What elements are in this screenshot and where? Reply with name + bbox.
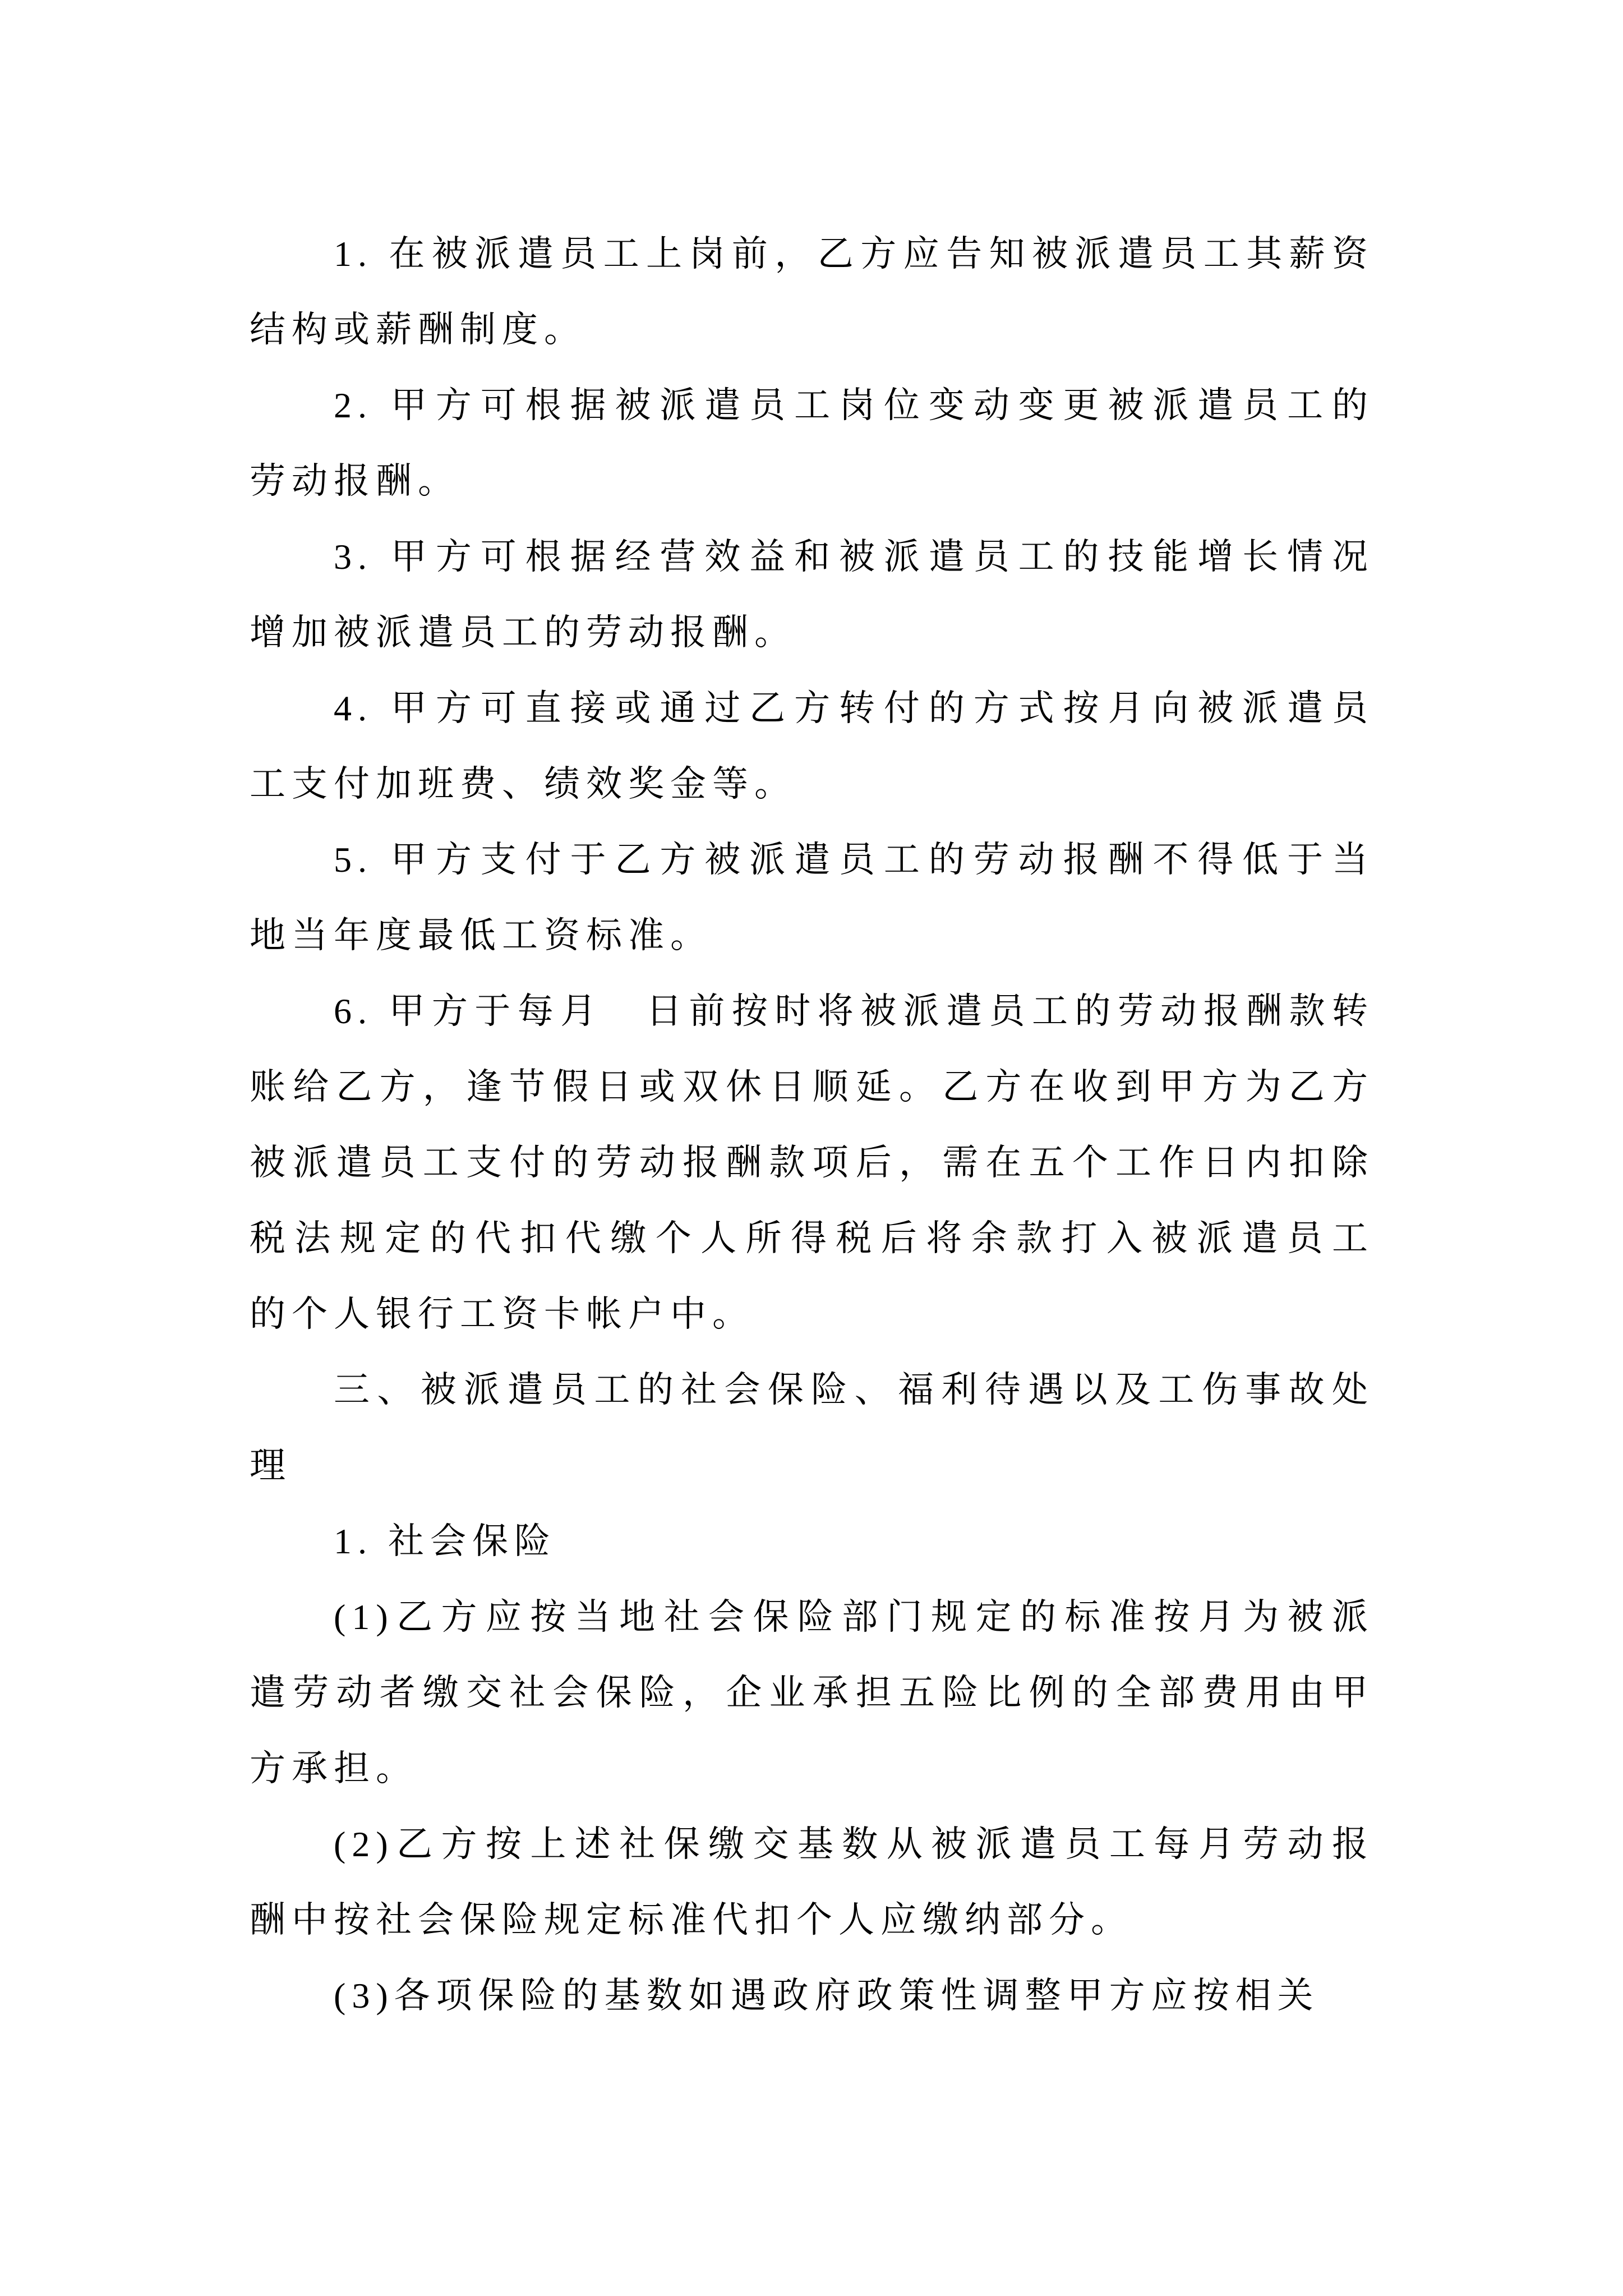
paragraph xyxy=(250,1503,1374,1579)
text-line: 方承担。 xyxy=(250,1749,418,1788)
paragraph xyxy=(250,1352,1374,1503)
contract-text-body xyxy=(250,216,1374,2033)
text-line: (1)乙方应按当地社会保险部门规定的标准按月为被派 xyxy=(334,1597,1374,1637)
paragraph xyxy=(250,822,1374,973)
text-line: 账给乙方，逢节假日或双休日顺延。乙方在收到甲方为乙方 xyxy=(250,1067,1374,1107)
text-line: 酬中按社会保险规定标准代扣个人应缴纳部分。 xyxy=(250,1900,1133,1940)
text-line: (3)各项保险的基数如遇政府政策性调整甲方应按相关 xyxy=(334,1976,1320,2016)
paragraph xyxy=(250,216,1374,367)
text-line: 1. 在被派遣员工上岗前，乙方应告知被派遣员工其薪资 xyxy=(334,234,1374,274)
paragraph xyxy=(250,1958,1374,2033)
text-line: 5. 甲方支付于乙方被派遣员工的劳动报酬不得低于当 xyxy=(334,840,1374,880)
paragraph xyxy=(250,519,1374,670)
text-line: 工支付加班费、绩效奖金等。 xyxy=(250,764,796,804)
text-line: 结构或薪酬制度。 xyxy=(250,310,586,349)
text-line: 劳动报酬。 xyxy=(250,461,460,501)
text-line: 地当年度最低工资标准。 xyxy=(250,915,712,955)
text-line: 3. 甲方可根据经营效益和被派遣员工的技能增长情况 xyxy=(334,537,1374,577)
text-line: 6. 甲方于每月 日前按时将被派遣员工的劳动报酬款转 xyxy=(334,991,1374,1031)
paragraph xyxy=(250,367,1374,519)
text-line: 增加被派遣员工的劳动报酬。 xyxy=(250,613,796,652)
text-line: 遣劳动者缴交社会保险，企业承担五险比例的全部费用由甲 xyxy=(250,1673,1374,1713)
text-line: 三、被派遣员工的社会保险、福利待遇以及工伤事故处 xyxy=(334,1370,1374,1410)
paragraph xyxy=(250,1806,1374,1958)
text-line: 4. 甲方可直接或通过乙方转付的方式按月向被派遣员 xyxy=(334,688,1374,728)
paragraph xyxy=(250,973,1374,1352)
paragraph xyxy=(250,1579,1374,1806)
text-line: 的个人银行工资卡帐户中。 xyxy=(250,1294,754,1334)
text-line: (2)乙方按上述社保缴交基数从被派遣员工每月劳动报 xyxy=(334,1824,1374,1864)
text-line: 2. 甲方可根据被派遣员工岗位变动变更被派遣员工的 xyxy=(334,385,1374,425)
paragraph xyxy=(250,670,1374,822)
text-line: 理 xyxy=(250,1446,292,1485)
text-line: 1. 社会保险 xyxy=(334,1521,556,1561)
text-line: 税法规定的代扣代缴个人所得税后将余款打入被派遣员工 xyxy=(250,1218,1374,1258)
text-line: 被派遣员工支付的劳动报酬款项后，需在五个工作日内扣除 xyxy=(250,1143,1374,1182)
